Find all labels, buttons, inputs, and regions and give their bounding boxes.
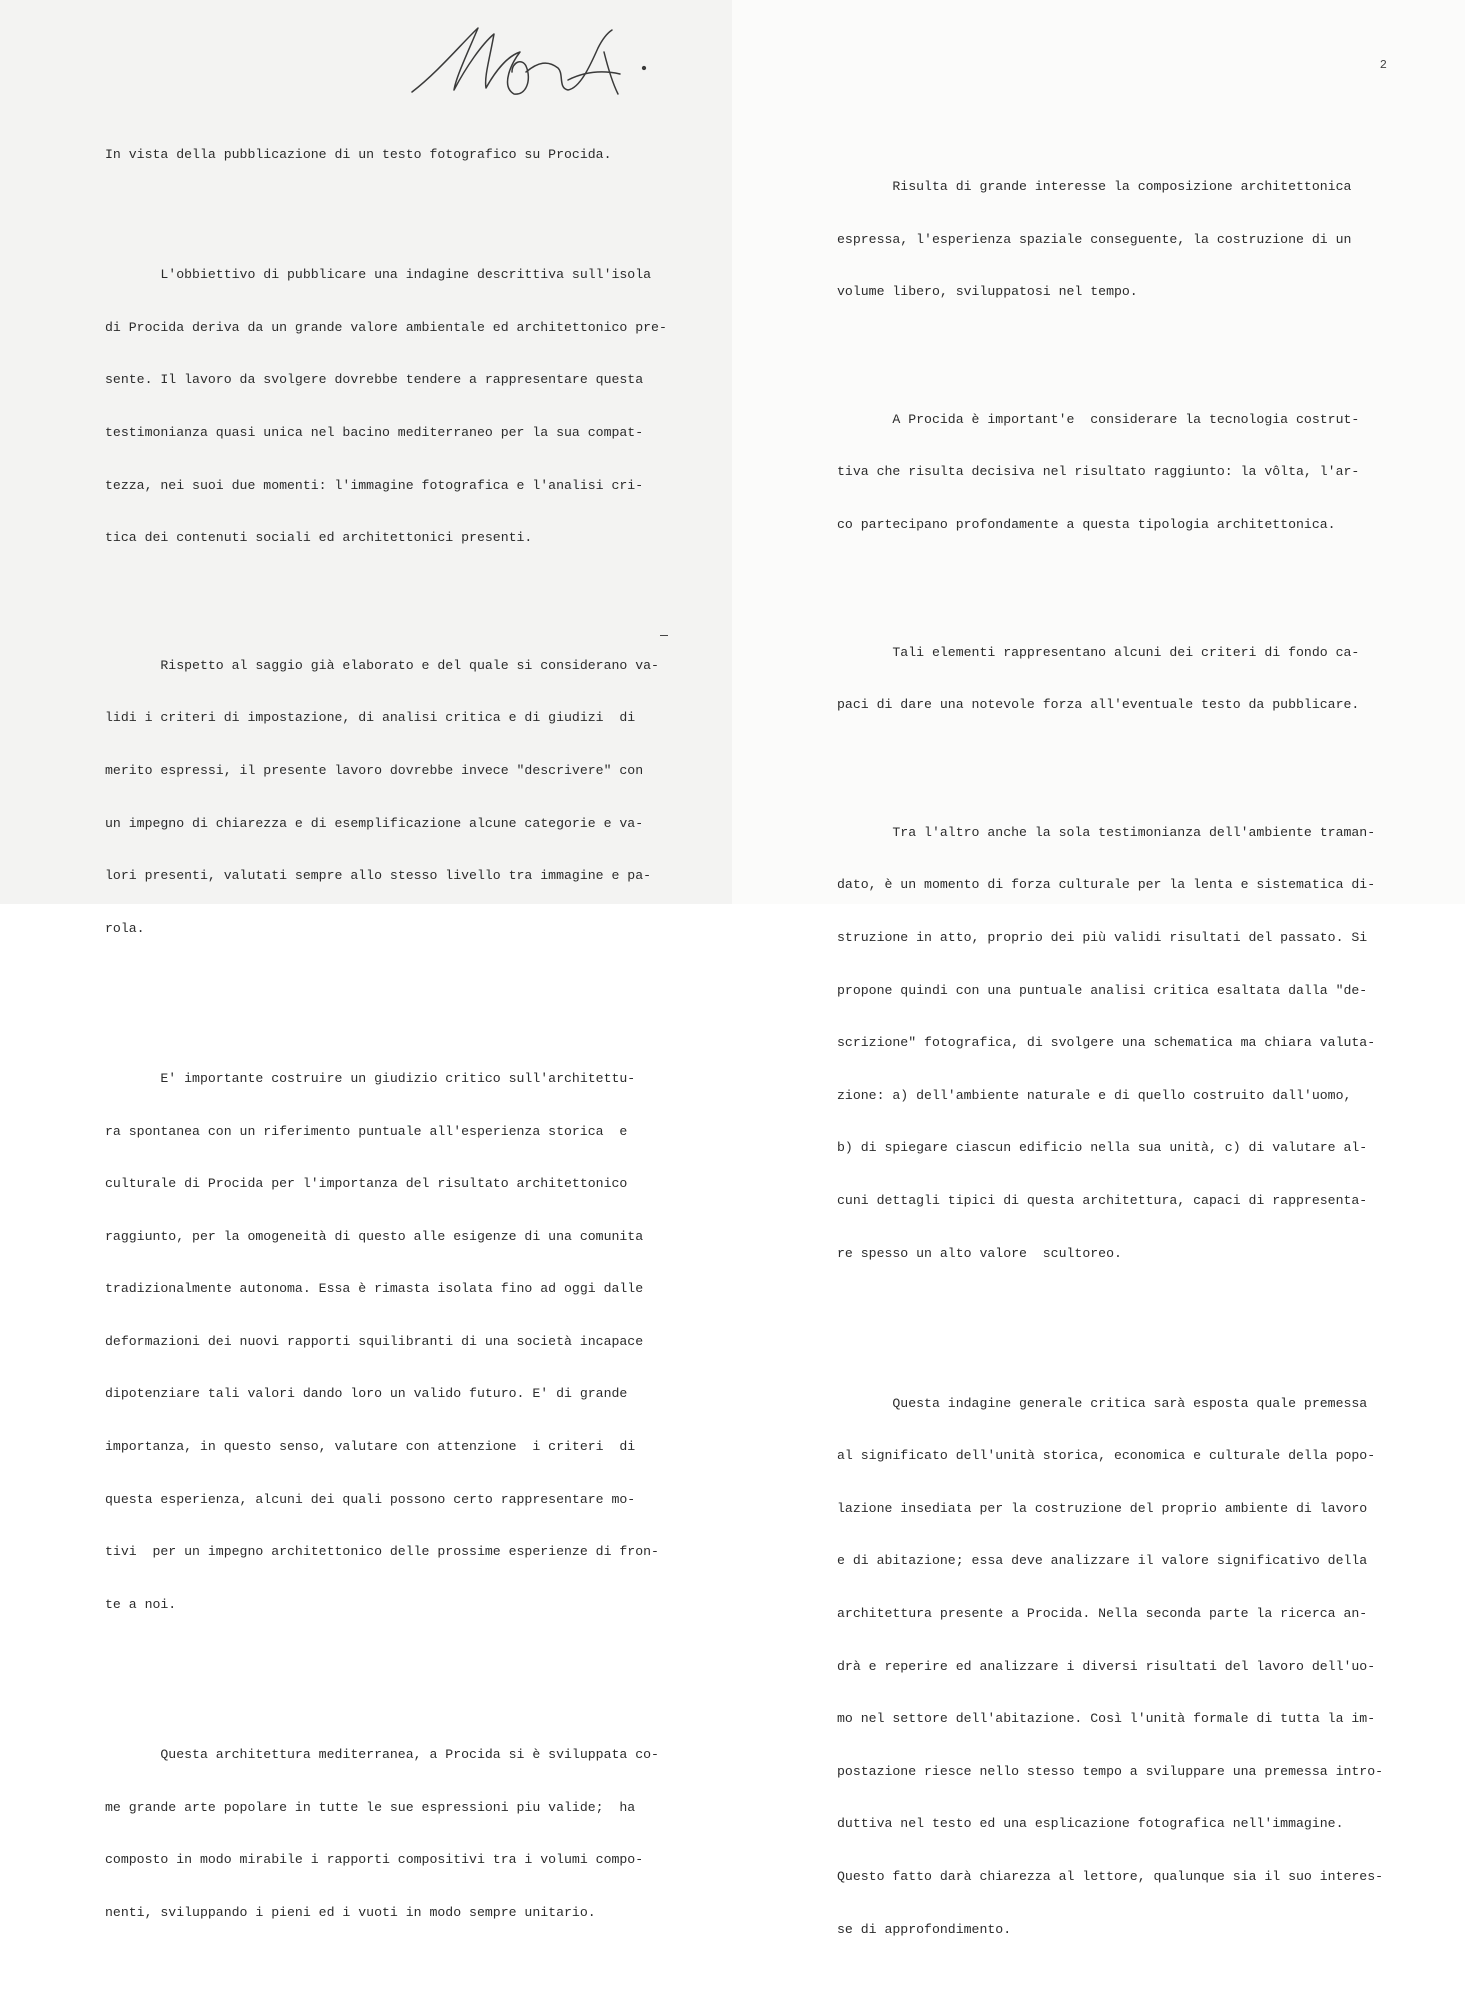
left-page-text [105,114,665,1984]
text-line: rola. [105,920,145,936]
text-line: duttiva nel testo ed una esplicazione fotografica nell'immagine. [837,1816,1344,1832]
text-line: volume libero, sviluppatosi nel tempo. [837,284,1138,300]
text-line: zione: a) dell'ambiente naturale e di quello costruito dall'uomo, [837,1087,1352,1103]
paragraph [837,379,1407,567]
paragraph [837,612,1407,747]
text-line: se di approfondimento. [837,1921,1012,1937]
text-line: lori presenti, valutati sempre allo stesso livello tra immagine e pa- [105,868,652,884]
margin-mark [660,635,668,636]
text-line: tica dei contenuti sociali ed architettonici presenti. [105,530,533,546]
paragraph [837,146,1407,334]
text-line: paci di dare una notevole forza all'eventuale testo da pubblicare. [837,697,1360,713]
text-line: deformazioni dei nuovi rapporti squilibranti di una società incapace [105,1333,644,1349]
text-line: di Procida deriva da un grande valore ambientale ed architettonico pre- [105,319,667,335]
handwritten-signature [408,22,658,104]
text-line: culturale di Procida per l'importanza del risultato architettonico [105,1176,628,1192]
text-line: architettura presente a Procida. Nella seconda parte la ricerca an- [837,1606,1368,1622]
text-line: importanza, in questo senso, valutare con attenzione i criteri di [105,1439,636,1455]
text-line: lazione insediata per la costruzione del proprio ambiente di lavoro [837,1500,1368,1516]
text-line: Rispetto al saggio già elaborato e del quale si considerano va- [105,657,659,673]
text-line: tradizionalmente autonoma. Essa è rimasta isolata fino ad oggi dalle [105,1281,644,1297]
text-line: Risulta di grande interesse la composizione architettonica [837,179,1352,194]
text-line: raggiunto, per la omogeneità di questo alle esigenze di una comunita [105,1228,644,1244]
text-line: postazione riesce nello stesso tempo a sviluppare una premessa intro- [837,1763,1384,1779]
text-line: Questo fatto darà chiarezza al lettore, qualunque sia il suo interes- [837,1869,1384,1885]
text-line: A Procida è important'e considerare la tecnologia costrut- [837,411,1360,427]
text-line: testimonianza quasi unica nel bacino mediterraneo per la sua compat- [105,424,644,440]
text-line: dipotenziare tali valori dando loro un valido futuro. E' di grande [105,1386,628,1402]
text-line: mo nel settore dell'abitazione. Così l'unità formale di tutta la im- [837,1711,1376,1727]
text-line: me grande arte popolare in tutte le sue espressioni piu valide; ha [105,1799,636,1815]
text-line: dato, è un momento di forza culturale per la lenta e sistematica di- [837,877,1376,893]
paragraph [105,1714,665,1954]
text-line: propone quindi con una puntuale analisi critica esaltata dalla "de- [837,982,1368,998]
text-line: E' importante costruire un giudizio critico sull'architettu- [105,1070,636,1086]
text-line: espressa, l'esperienza spaziale conseguente, la costruzione di un [837,231,1352,247]
text-line: Tra l'altro anche la sola testimonianza dell'ambiente traman- [837,824,1376,840]
text-line: Questa indagine generale critica sarà esposta quale premessa [837,1395,1368,1411]
text-line: sente. Il lavoro da svolgere dovrebbe tendere a rappresentare questa [105,372,644,388]
right-page [732,0,1465,1937]
text-line: b) di spiegare ciascun edificio nella sua unità, c) di valutare al- [837,1140,1368,1156]
text-line: L'obbiettivo di pubblicare una indagine descrittiva sull'isola [105,267,652,283]
page-heading: In vista della pubblicazione di un testo fotografico su Procida. [105,147,612,162]
paragraph [837,792,1407,1295]
paragraph [105,1038,665,1647]
paragraph [837,1363,1407,1972]
text-line: cuni dettagli tipici di questa architettura, capaci di rappresenta- [837,1192,1368,1208]
text-line: te a noi. [105,1596,177,1612]
text-line: tezza, nei suoi due momenti: l'immagine fotografica e l'analisi cri- [105,477,644,493]
text-line: tiva che risulta decisiva nel risultato raggiunto: la vôlta, l'ar- [837,464,1360,480]
text-line: tivi per un impegno architettonico delle prossime esperienze di fron- [105,1544,659,1560]
text-line: struzione in atto, proprio dei più validi risultati del passato. Si [837,929,1368,945]
text-line: scrizione" fotografica, di svolgere una schematica ma chiara valuta- [837,1035,1376,1051]
text-line: nenti, sviluppando i pieni ed i vuoti in modo sempre unitario. [105,1904,596,1920]
text-line: drà e reperire ed analizzare i diversi risultati del lavoro dell'uo- [837,1658,1376,1674]
text-line: co partecipano profondamente a questa tipologia architettonica. [837,516,1336,532]
text-line: Tali elementi rappresentano alcuni dei criteri di fondo ca- [837,644,1360,660]
text-line: Questa architettura mediterranea, a Procida si è sviluppata co- [105,1747,659,1763]
text-line: ra spontanea con un riferimento puntuale all'esperienza storica e [105,1123,628,1139]
text-line: un impegno di chiarezza e di esemplificazione alcune categorie e va- [105,815,644,831]
text-line: questa esperienza, alcuni dei quali possono certo rappresentare mo- [105,1491,636,1507]
text-line: lidi i criteri di impostazione, di analisi critica e di giudizi di [105,710,636,726]
text-line: e di abitazione; essa deve analizzare il valore significativo della [837,1553,1368,1569]
text-line: composto in modo mirabile i rapporti compositivi tra i volumi compo- [105,1852,644,1868]
text-line: al significato dell'unità storica, economica e culturale della popo- [837,1448,1376,1464]
page-number: 2 [1379,58,1387,72]
left-page [0,0,732,1920]
text-line: merito espressi, il presente lavoro dovrebbe invece "descrivere" con [105,762,644,778]
paragraph [105,234,665,580]
paragraph [105,625,665,971]
right-page-text [837,116,1407,2001]
text-line: re spesso un alto valore scultoreo. [837,1245,1122,1261]
